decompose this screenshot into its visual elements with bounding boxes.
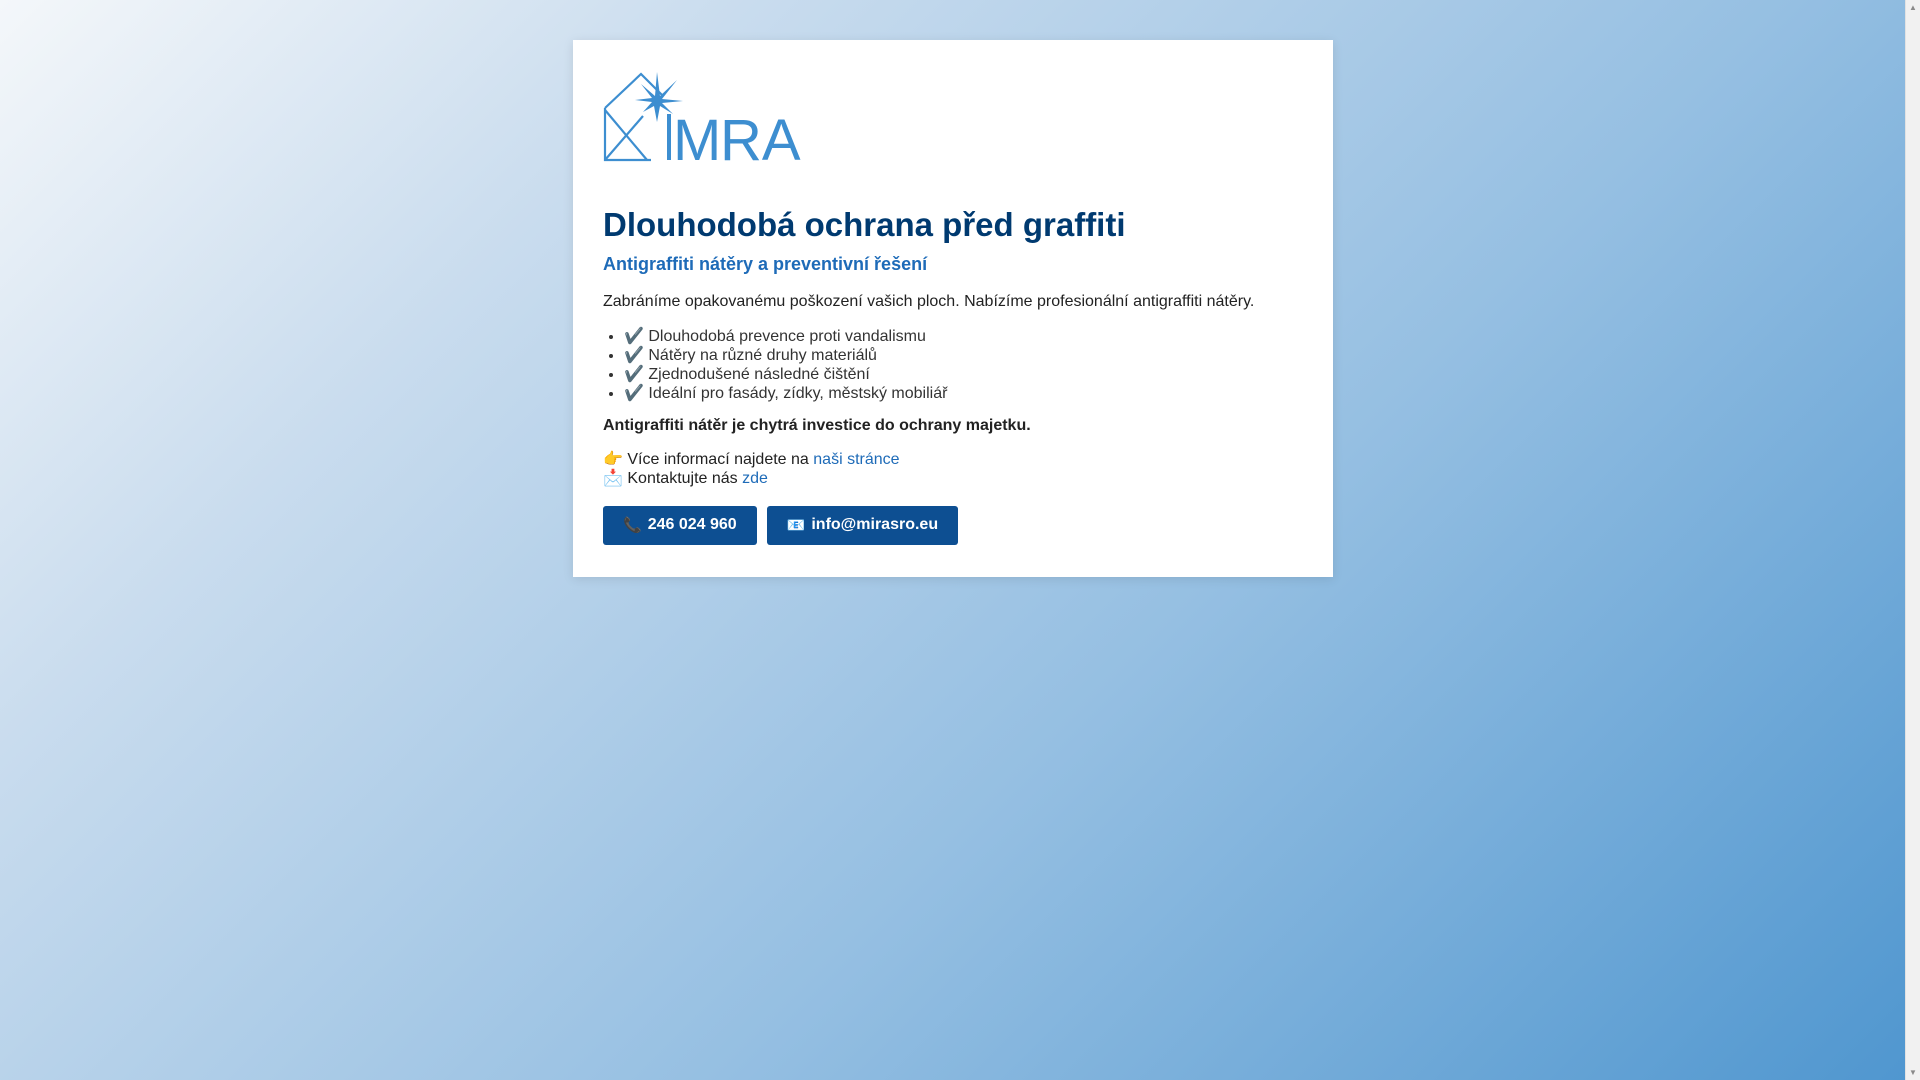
- email-button[interactable]: [767, 506, 958, 545]
- envelope-icon: 📩: [603, 469, 623, 487]
- scroll-up-arrow-icon[interactable]: ▲: [1909, 3, 1917, 12]
- page-title: Dlouhodobá ochrana před graffiti: [603, 206, 1126, 243]
- phone-button[interactable]: [603, 506, 757, 545]
- scroll-down-arrow-icon[interactable]: ▼: [1909, 1068, 1917, 1077]
- phone-icon: 📞: [623, 517, 642, 535]
- list-item: • ✔️ Ideální pro fasády, zídky, městský mobiliář: [624, 384, 1303, 403]
- highlight-text: Antigraffiti nátěr je chytrá investice do ochrany majetku.: [603, 416, 1031, 434]
- mira-logo: [603, 70, 801, 173]
- page-subtitle: Antigraffiti nátěry a preventivní řešení: [603, 253, 928, 274]
- feature-list: [603, 327, 1303, 403]
- svg-text:M: M: [673, 108, 720, 173]
- svg-text:RA: RA: [720, 108, 801, 173]
- pointing-hand-icon: 👉: [603, 450, 623, 468]
- intro-text: Zabráníme opakovanému poškození vašich ploch. Nabízíme profesionální antigraffiti nátěry.: [603, 292, 1255, 310]
- phone-button-label: 246 024 960: [647, 516, 737, 534]
- contact-link[interactable]: zde: [742, 469, 768, 487]
- contact-line: [603, 469, 1303, 488]
- content-card: [573, 40, 1333, 577]
- contact-buttons: [603, 506, 1303, 545]
- email-button-label: info@mirasro.eu: [811, 516, 939, 534]
- list-item: • ✔️ Zjednodušené následné čištění: [624, 365, 1303, 384]
- contact-text: Kontaktujte nás: [627, 469, 743, 487]
- email-icon: 📧: [786, 517, 806, 535]
- more-info-text: Více informací najdete na: [627, 450, 814, 468]
- website-link[interactable]: naši stránce: [813, 450, 900, 468]
- vertical-scrollbar[interactable]: [1905, 0, 1920, 1080]
- list-item: • ✔️ Nátěry na různé druhy materiálů: [624, 346, 1303, 365]
- info-links: [603, 450, 1303, 488]
- list-item: • ✔️ Dlouhodobá prevence proti vandalismu: [624, 327, 1303, 346]
- more-info-line: [603, 450, 1303, 469]
